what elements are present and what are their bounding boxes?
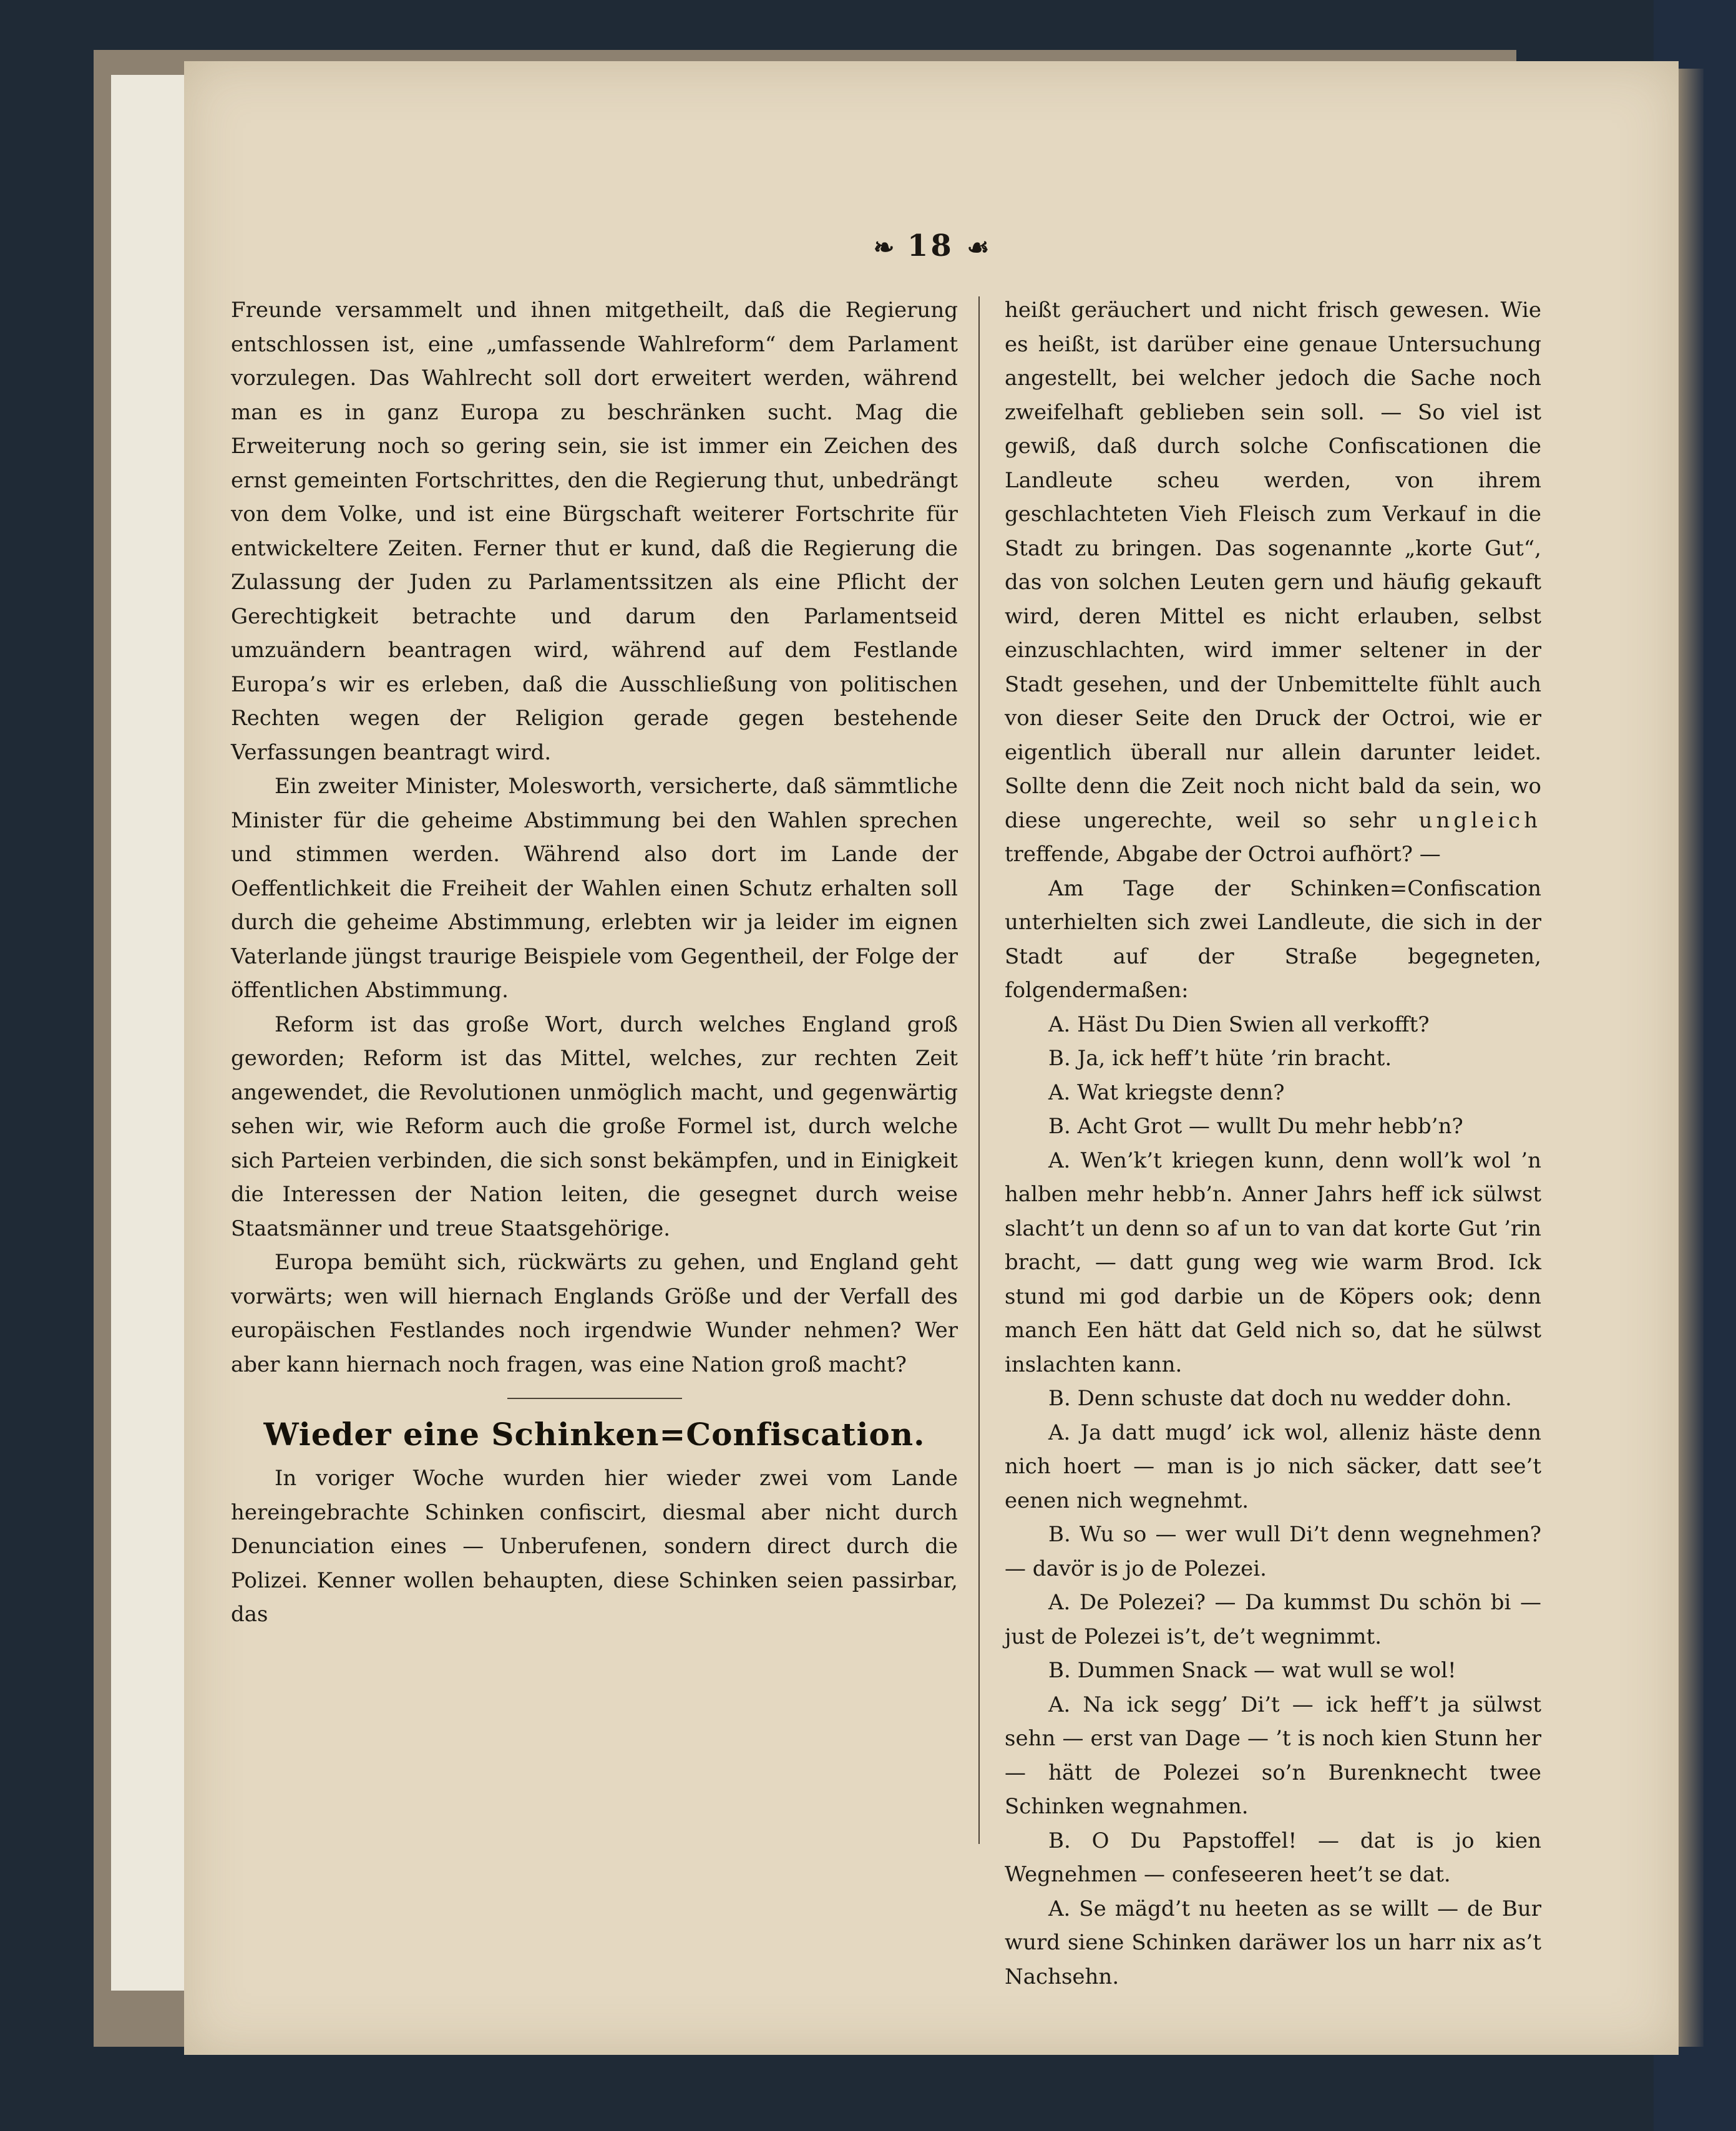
dialogue-line: B. Denn schuste dat doch nu wedder dohn. [1048, 1386, 1512, 1411]
left-column [231, 293, 958, 1632]
dialogue-line: B. Dummen Snack — wat wull se wol! [1048, 1658, 1456, 1683]
dialogue-line: B. Acht Grot — wullt Du mehr hebb’n? [1048, 1114, 1463, 1139]
left-paragraph-3: Reform ist das große Wort, durch welches England groß geworden; Reform ist das Mittel, welches, zur rechten Zeit angewendet, die Revolutionen unmöglich macht, und gegenwärtig sehen wir, wie Reform auch die große Formel ist, durch welche sich Parteien verbinden, die sich sonst bekämpfen, und in Einigkeit die Interessen der Nation leiten, die gesegnet durch weise Staatsmänner und treue Staatsgehörige. [231, 1012, 958, 1241]
closing-plain: Sollte denn die Zeit noch nicht bald da sein, wo diese ungerechte, weil so sehr [1005, 774, 1541, 833]
dialogue-line: A. Se mägd’t nu heeten as se willt — de Bur wurd siene Schinken daräwer los un harr nix as’t Nachsehn. [1005, 1896, 1541, 1989]
page-number-text: 18 [907, 228, 954, 263]
left-paragraph-4: Europa bemüht sich, rückwärts zu gehen, und England geht vorwärts; wen will hiernach Englands Größe und der Verfall des europäischen Festlandes noch irgendwie Wunder nehmen? Wer aber kann hiernach noch fragen, was eine Nation groß macht? [231, 1250, 958, 1377]
right-paragraph-1 [1005, 293, 1541, 872]
page-number [184, 228, 1679, 263]
dialogue-line: A. Häst Du Dien Swien all verkofft? [1048, 1012, 1430, 1037]
ornament-right-icon: ☙ [967, 233, 990, 262]
dialogue-line: A. De Polezei? — Da kummst Du schön bi — just de Polezei is’t, de’t wegnimmt. [1005, 1590, 1541, 1649]
dialogue-line: A. Ja datt mugd’ ick wol, alleniz häste denn nich hoert — man is jo nich säcker, datt see’t eenen nich wegnehmt. [1005, 1420, 1541, 1513]
dialogue-line: B. Wu so — wer wull Di’t denn wegnehmen? — davör is jo de Polezei. [1005, 1522, 1541, 1581]
page-edge-stack [111, 75, 186, 1991]
right-paragraph-1-text: heißt geräuchert und nicht frisch gewesen. Wie es heißt, ist darüber eine genaue Untersuchung angestellt, bei welcher jedoch die Sache noch zweifelhaft geblieben sein soll. — So viel ist gewiß, daß durch solche Confiscationen die Landleute scheu werden, von ihrem geschlachteten Vieh Fleisch zum Verkauf in die Stadt zu bringen. Das sogenannte „korte Gut“, das von solchen Leuten gern und häufig gekauft wird, deren Mittel es nicht erlauben, selbst einzuschlachten, wird immer seltener in der Stadt gesehen, und der Unbemittelte fühlt auch von dieser Seite den Druck der Octroi, wie er eigentlich überall nur allein darunter leidet. [1005, 298, 1541, 765]
right-column [1005, 293, 1541, 1994]
dialogue-line: A. Wen’k’t kriegen kunn, denn woll’k wol ’n halben mehr hebb’n. Anner Jahrs heff ick sülwst slacht’t un denn so af un to van dat korte Gut ’rin bracht, — datt gung weg wie warm Brod. Ick stund mi god darbie un de Köpers ook; denn manch Een hätt dat Geld nich so, dat he sülwst inslachten kann. [1005, 1148, 1541, 1377]
dialogue-line: B. Ja, ick heff’t hüte ’rin bracht. [1048, 1046, 1392, 1071]
left-paragraph-2: Ein zweiter Minister, Molesworth, versicherte, daß sämmtliche Minister für die geheime Abstimmung bei den Wahlen sprechen und stimmen werden. Während also dort im Lande der Oeffentlichkeit die Freiheit der Wahlen einen Schutz erhalten soll durch die geheime Abstimmung, erlebten wir ja leider im eignen Vaterlande jüngst traurige Beispiele vom Gegentheil, der Folge der öffentlichen Abstimmung. [231, 774, 958, 1003]
closing-spaced: ungleich [1418, 807, 1541, 833]
article-headline: Wieder eine Schinken=Confiscation. [263, 1416, 925, 1453]
dialogue-line: B. O Du Papstoffel! — dat is jo kien Wegnehmen — confeseeren heet’t se dat. [1005, 1828, 1541, 1887]
dialogue-line: A. Na ick segg’ Di’t — ick heff’t ja sülwst sehn — erst van Dage — ’t is noch kien Stunn her — hätt de Polezei so’n Burenknecht twee Schinken wegnahmen. [1005, 1692, 1541, 1819]
ornament-left-icon: ❧ [873, 233, 895, 262]
right-paragraph-2: Am Tage der Schinken=Confiscation unterhielten sich zwei Landleute, die sich in der Stadt auf der Straße begegneten, folgendermaßen: [1005, 875, 1541, 1003]
article-paragraph: In voriger Woche wurden hier wieder zwei vom Lande hereingebrachte Schinken confiscirt, diesmal aber nicht durch Denunciation eines — Unberufenen, sondern direct durch die Polizei. Kenner wollen behaupten, diese Schinken seien passirbar, das [231, 1466, 958, 1627]
dialogue-line: A. Wat kriegste denn? [1048, 1080, 1285, 1105]
section-rule [507, 1398, 682, 1399]
closing-end: treffende, Abgabe der Octroi aufhört? — [1005, 842, 1441, 867]
page-shadow [1679, 69, 1704, 2047]
column-divider [978, 296, 980, 1844]
left-paragraph-1: Freunde versammelt und ihnen mitgetheilt, daß die Regierung entschlossen ist, eine „umfassende Wahlreform“ dem Parlament vorzulegen. Das Wahlrecht soll dort erweitert werden, während man es in ganz Europa zu beschränken sucht. Mag die Erweiterung noch so gering sein, sie ist immer ein Zeichen des ernst gemeinten Fortschrittes, den die Regierung thut, unbedrängt von dem Volke, und ist eine Bürgschaft weiterer Fortschrite für entwickeltere Zeiten. Ferner thut er kund, daß die Regierung die Zulassung der Juden zu Parlamentssitzen als eine Pflicht der Gerechtigkeit betrachte und darum den Parlamentseid umzuändern beantragen wird, während auf dem Festlande Europa’s wir es erleben, daß die Ausschließung von politischen Rechten wegen der Religion gerade gegen bestehende Verfassungen beantragt wird. [231, 298, 958, 765]
